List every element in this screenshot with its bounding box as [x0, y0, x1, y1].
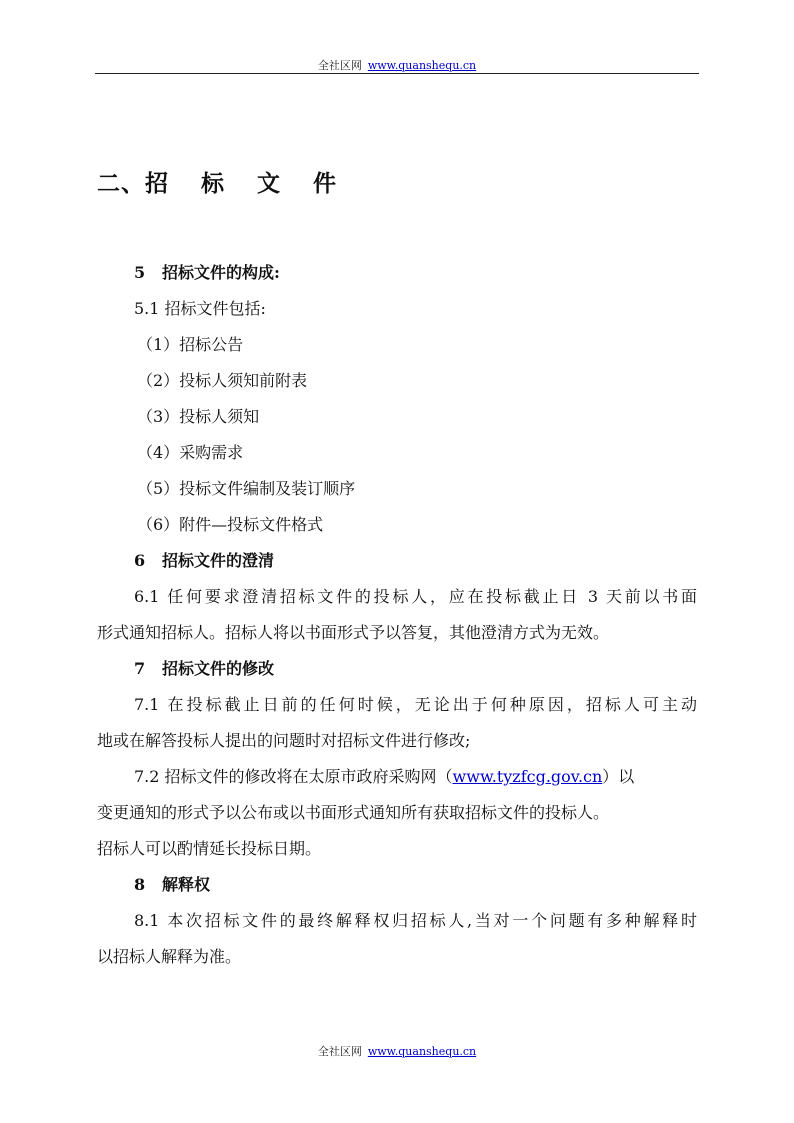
clause-7-1-line-1: 7.1 在投标截止日前的任何时候，无论出于何种原因，招标人可主动 [134, 695, 697, 714]
document-body [97, 255, 697, 975]
page-title [97, 165, 337, 198]
page-header [0, 57, 794, 73]
clause-7-1-line-2: 地或在解答投标人提出的问题时对招标文件进行修改; [97, 731, 471, 750]
page-footer [0, 1043, 794, 1059]
title-prefix: 二、 [97, 170, 145, 197]
clause-7-2-line-3: 招标人可以酌情延长投标日期。 [97, 839, 322, 858]
title-char-4: 件 [313, 170, 337, 197]
title-char-3: 文 [257, 170, 281, 197]
procurement-site-link[interactable]: www.tyzfcg.gov.cn [452, 767, 603, 786]
list-item: （6）附件—投标文件格式 [137, 515, 324, 534]
section-7-heading: 7 招标文件的修改 [134, 659, 275, 678]
list-item: （1）招标公告 [137, 335, 244, 354]
clause-6-1-line-2: 形式通知招标人。招标人将以书面形式予以答复，其他澄清方式为无效。 [97, 623, 610, 642]
footer-site-name: 全社区网 [317, 1045, 362, 1058]
section-5-heading: 5 招标文件的构成: [134, 263, 280, 282]
header-site-link[interactable]: www.quanshequ.cn [367, 59, 477, 72]
title-char-1: 招 [145, 170, 169, 197]
section-8-heading: 8 解释权 [134, 875, 211, 894]
title-char-2: 标 [201, 170, 225, 197]
clause-8-1-line-2: 以招标人解释为准。 [97, 947, 242, 966]
footer-site-link[interactable]: www.quanshequ.cn [367, 1045, 477, 1058]
clause-5-1: 5.1 招标文件包括: [134, 299, 266, 318]
list-item: （3）投标人须知 [137, 407, 260, 426]
header-rule [95, 73, 699, 74]
list-item: （5）投标文件编制及装订顺序 [137, 479, 356, 498]
clause-6-1-line-1: 6.1 任何要求澄清招标文件的投标人，应在投标截止日 3 天前以书面 [134, 587, 697, 606]
clause-7-2-line-2: 变更通知的形式予以公布或以书面形式通知所有获取招标文件的投标人。 [97, 803, 610, 822]
clause-8-1-line-1: 8.1 本次招标文件的最终解释权归招标人,当对一个问题有多种解释时 [134, 911, 697, 930]
list-item: （2）投标人须知前附表 [137, 371, 308, 390]
section-6-heading: 6 招标文件的澄清 [134, 551, 275, 570]
list-item: （4）采购需求 [137, 443, 244, 462]
clause-7-2-line-1: 7.2 招标文件的修改将在太原市政府采购网（www.tyzfcg.gov.cn）以 [134, 767, 635, 786]
header-site-name: 全社区网 [317, 59, 362, 72]
